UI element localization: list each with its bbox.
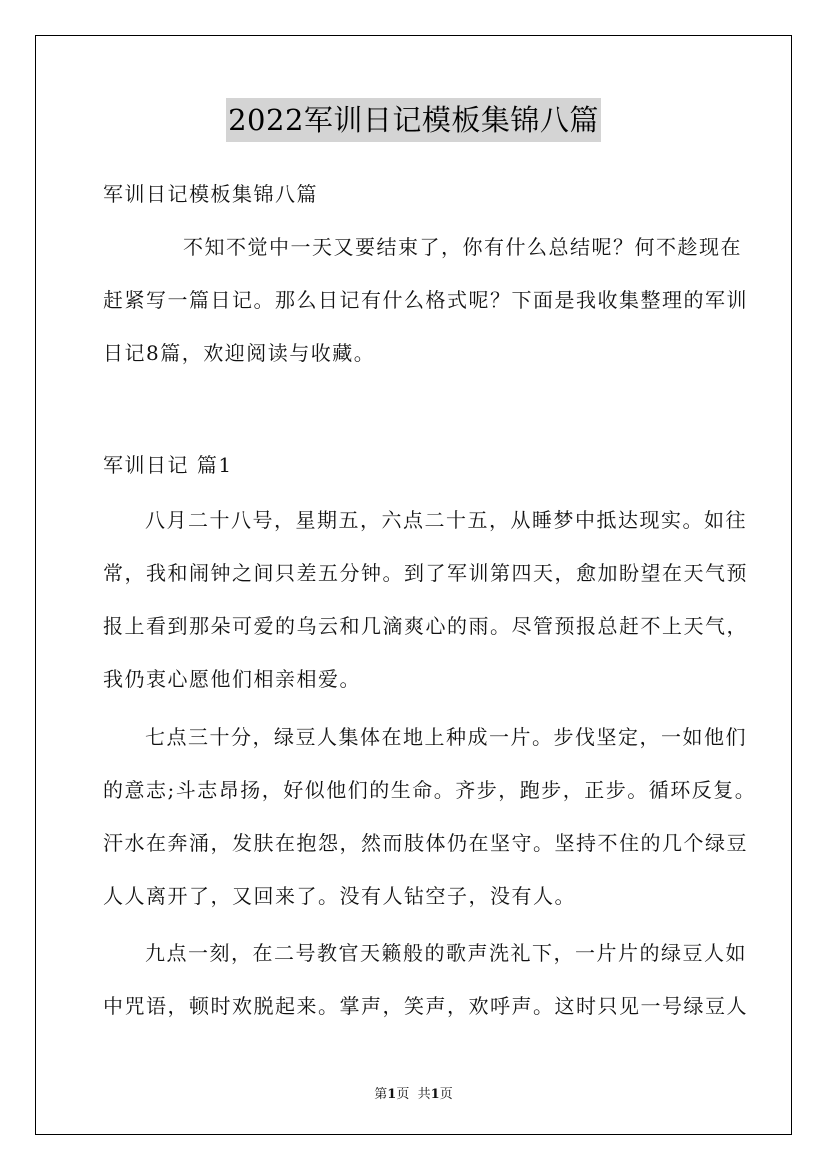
document-subtitle <box>103 168 743 221</box>
section-heading-text: 军训日记 篇1 <box>103 453 233 477</box>
footer-page-prefix: 第 <box>374 1087 388 1102</box>
footer-page-number: 1 <box>387 1087 397 1102</box>
footer-total-pages: 1 <box>430 1087 440 1102</box>
intro-line-2: 赶紧写一篇日记。那么日记有什么格式呢？下面是我收集整理的军训 <box>103 288 748 312</box>
paragraph-2-line-2: 的意志;斗志昂扬，好似他们的生命。齐步，跑步，正步。循环反复。 <box>103 778 757 802</box>
paragraph-2-line-1: 七点三十分，绿豆人集体在地上种成一片。步伐坚定，一如他们 <box>145 725 747 749</box>
page-footer <box>0 1083 827 1102</box>
intro-line-1: 不知不觉中一天又要结束了，你有什么总结呢？何不趁现在 <box>183 235 742 259</box>
intro-paragraph <box>103 221 748 380</box>
paragraph-2-line-3: 汗水在奔涌，发肤在抱怨，然而肢体仍在坚守。坚持不住的几个绿豆 <box>103 831 748 855</box>
paragraph-1-line-2: 常，我和闹钟之间只差五分钟。到了军训第四天，愈加盼望在天气预 <box>103 561 748 585</box>
title-container <box>0 98 827 142</box>
paragraph-3-line-1: 九点一刻，在二号教官天籁般的歌声洗礼下，一片片的绿豆人如 <box>145 941 747 965</box>
subtitle-line: 军训日记模板集锦八篇 <box>103 182 318 206</box>
paragraph-3-line-2: 中咒语，顿时欢脱起来。掌声，笑声，欢呼声。这时只见一号绿豆人 <box>103 994 748 1018</box>
document-title: 2022军训日记模板集锦八篇 <box>226 98 601 142</box>
footer-total-suffix: 页 <box>439 1087 453 1102</box>
intro-line-3: 日记8篇，欢迎阅读与收藏。 <box>103 341 376 365</box>
paragraph-1-line-3: 报上看到那朵可爱的乌云和几滴爽心的雨。尽管预报总赶不上天气， <box>103 614 748 638</box>
paragraph-1-line-1: 八月二十八号，星期五，六点二十五，从睡梦中抵达现实。如往 <box>145 508 747 532</box>
section-heading <box>103 439 743 492</box>
paragraph-1 <box>103 494 748 706</box>
footer-total-prefix: 共 <box>417 1087 431 1102</box>
footer-page-suffix: 页 <box>396 1087 410 1102</box>
paragraph-2 <box>103 711 757 923</box>
paragraph-3 <box>103 927 748 1033</box>
paragraph-2-line-4: 人人离开了，又回来了。没有人钻空子，没有人。 <box>103 884 576 908</box>
paragraph-1-line-4: 我仍衷心愿他们相亲相爱。 <box>103 667 361 691</box>
